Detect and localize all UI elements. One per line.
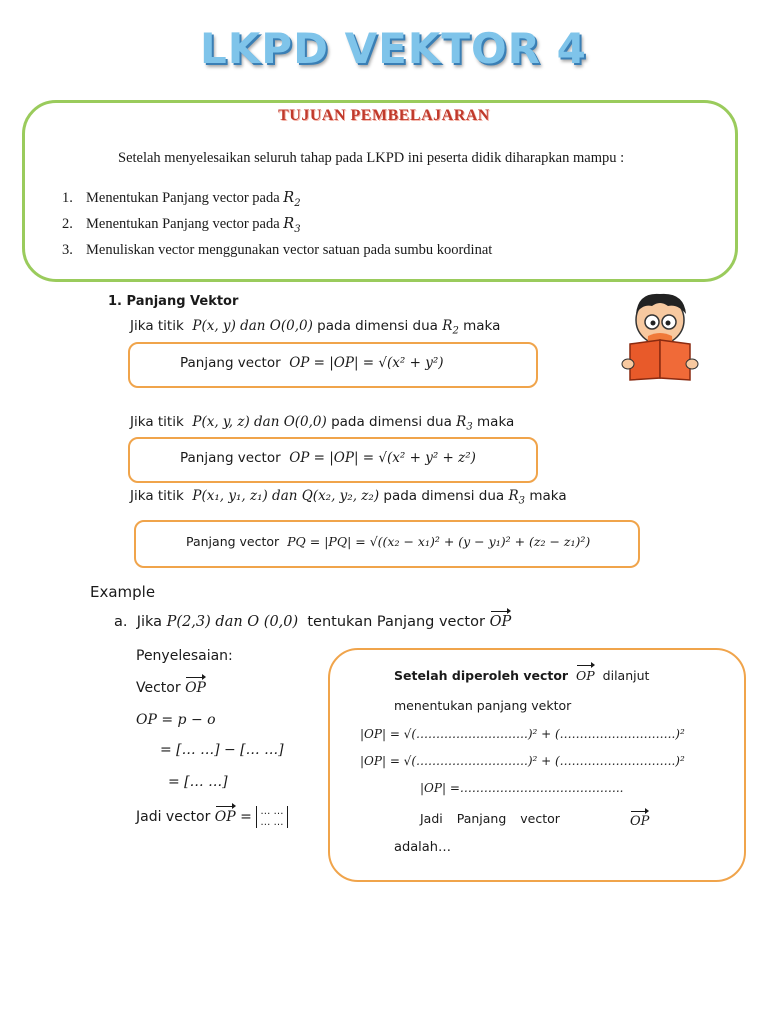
box-line-2: menentukan panjang vektor bbox=[394, 698, 572, 713]
step-1: OP = p − o bbox=[136, 712, 216, 728]
matrix-blank: … … … … bbox=[256, 806, 287, 828]
box-final-prefix: Jadi Panjang vector bbox=[420, 811, 560, 826]
page-title: LKPD VEKTOR 4 bbox=[200, 24, 587, 73]
solution-label: Penyelesaian: bbox=[136, 648, 233, 664]
box-formula-2: |OP| = √(……………………….)² + (………………………..)² bbox=[360, 754, 685, 768]
case1-statement: Jika titik P(x, y) dan O(0,0) pada dimensi dua $R_2$ maka bbox=[130, 318, 501, 337]
vector-label: Vector OP bbox=[136, 680, 206, 696]
case1-formula: Panjang vector OP = |OP| = √(x² + y²) bbox=[180, 355, 444, 371]
objectives-heading: TUJUAN PEMBELAJARAN bbox=[278, 107, 490, 124]
list-item: 2. Menentukan Panjang vector pada $R_3$ bbox=[62, 215, 301, 235]
objectives-intro: Setelah menyelesaikan seluruh tahap pada LKPD ini peserta didik diharapkan mampu : bbox=[118, 150, 625, 166]
box-formula-1: |OP| = √(……………………….)² + (………………………..)² bbox=[360, 727, 685, 741]
section-heading: 1. Panjang Vektor bbox=[108, 294, 239, 309]
box-result: |OP| =………………………………….. bbox=[420, 781, 624, 795]
case3-formula: Panjang vector PQ = |PQ| = √((x₂ − x₁)² + (y − y₁)² + (z₂ − z₁)²) bbox=[186, 534, 591, 549]
objectives-list bbox=[62, 188, 492, 261]
example-heading: Example bbox=[90, 583, 156, 601]
case2-formula: Panjang vector OP = |OP| = √(x² + y² + z²) bbox=[180, 450, 476, 466]
reading-student-icon bbox=[612, 288, 712, 388]
example-item-a: a. Jika P(2,3) dan O (0,0) tentukan Panjang vector OP bbox=[114, 614, 512, 630]
list-item: 1. Menentukan Panjang vector pada $R_2$ bbox=[62, 190, 301, 209]
step-2: = [… …] − [… …] bbox=[160, 742, 284, 758]
box-line-1: Setelah diperoleh vector OP dilanjut bbox=[394, 668, 650, 683]
conclusion: Jadi vector OP = … … … … bbox=[136, 806, 288, 828]
case2-statement: Jika titik P(x, y, z) dan O(0,0) pada dimensi dua $R_3$ maka bbox=[130, 414, 515, 433]
case3-statement: Jika titik P(x₁, y₁, z₁) dan Q(x₂, y₂, z₂) pada dimensi dua $R_3$ maka bbox=[130, 488, 567, 507]
box-final-vec: OP bbox=[630, 814, 650, 829]
box-final-suffix: adalah… bbox=[394, 840, 452, 855]
list-item: 3. Menuliskan vector menggunakan vector satuan pada sumbu koordinat bbox=[62, 241, 493, 258]
step-3: = [… …] bbox=[168, 774, 228, 790]
